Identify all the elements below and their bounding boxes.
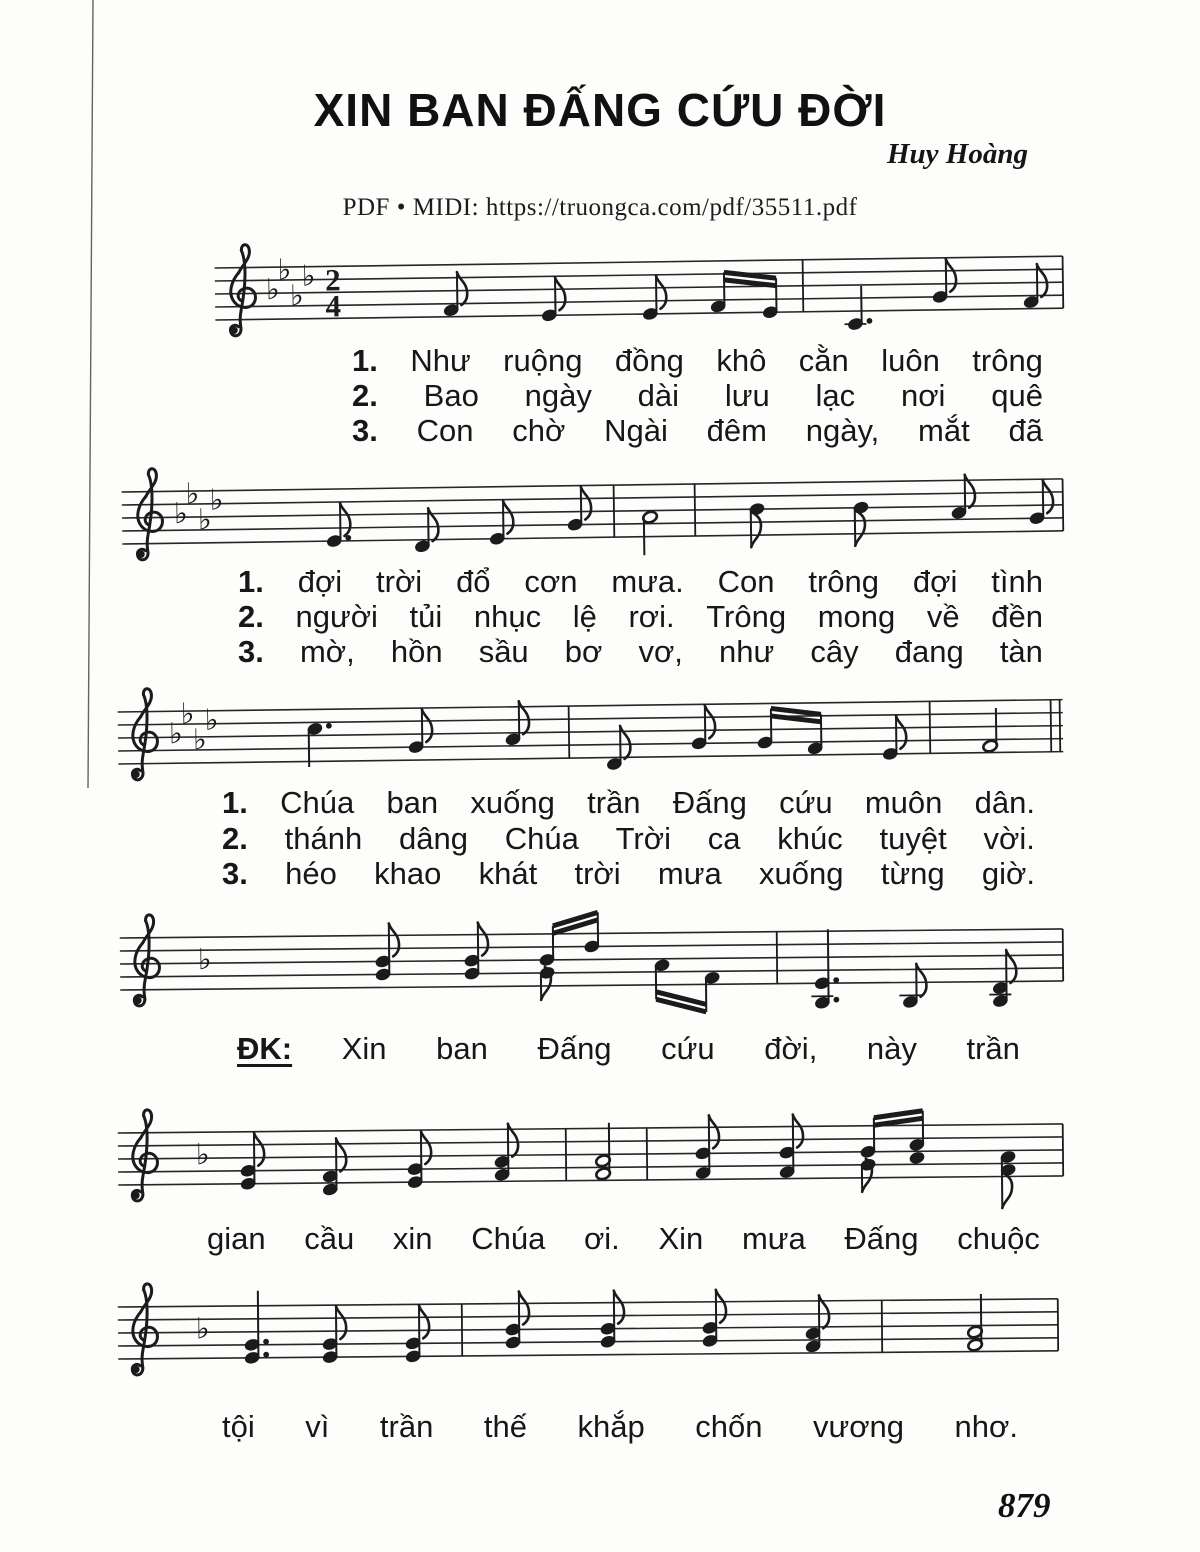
lyric-line: [222, 822, 1035, 856]
lyric-word: trần: [379, 1409, 434, 1444]
verse-number: 2.: [222, 820, 248, 856]
lyric-line: [352, 414, 1043, 448]
lyric-word: mong: [817, 599, 896, 634]
lyric-word: Chúa: [504, 820, 579, 856]
lyric-word: khắp: [577, 1409, 645, 1444]
lyric-word: vơ,: [638, 634, 683, 669]
page-title: XIN BAN ĐẤNG CỨU ĐỜI: [313, 83, 887, 136]
lyric-word: này: [866, 1031, 917, 1066]
lyric-word: khát: [478, 856, 538, 891]
page-number: 879: [998, 1486, 1051, 1525]
verse-number: 3.: [222, 856, 248, 891]
lyric-word: tuyệt: [879, 820, 947, 856]
lyric-word: đợi: [297, 564, 343, 599]
staff-3: [117, 677, 1063, 780]
lyric-word: khao: [374, 856, 442, 891]
lyric-word: Con: [416, 413, 474, 448]
author-name: Huy Hoàng: [887, 138, 1028, 170]
lyric-word: gian: [207, 1221, 266, 1256]
lyric-word: tình: [991, 564, 1043, 599]
staff-4: [120, 906, 1064, 1017]
lyric-word: chốn: [695, 1409, 763, 1444]
verse-number: 2.: [238, 599, 264, 634]
staff-5: [118, 1101, 1064, 1216]
lyric-word: mưa.: [611, 564, 684, 599]
lyric-word: giờ.: [981, 856, 1035, 891]
lyric-word: Như: [410, 343, 471, 378]
lyric-word: dân.: [974, 785, 1035, 820]
lyric-word: trần: [587, 785, 641, 820]
verse-number: 1.: [222, 785, 248, 820]
lyric-word: trời: [376, 564, 423, 599]
lyric-word: trông: [972, 343, 1043, 378]
lyric-line: [222, 786, 1035, 820]
lyric-word: vương: [812, 1409, 905, 1444]
lyric-word: tủi: [409, 599, 443, 634]
lyric-word: ban: [436, 1031, 488, 1066]
lyric-word: Trời: [615, 820, 671, 856]
lyric-word: Đấng: [672, 785, 747, 820]
lyric-word: khô: [716, 343, 767, 378]
staff-2: [121, 456, 1063, 563]
lyric-word: bơ: [564, 634, 603, 669]
lyric-line: [352, 344, 1043, 378]
verse-number: 1.: [238, 564, 264, 599]
lyric-word: trông: [808, 564, 880, 599]
lyric-word: cứu: [779, 785, 833, 820]
lyric-word: đổ: [456, 564, 491, 599]
lyric-word: lệ: [572, 599, 597, 634]
lyric-word: nơi: [900, 378, 946, 413]
lyric-word: người: [295, 599, 378, 634]
lyric-word: cằn: [798, 343, 849, 378]
lyric-word: Chúa: [280, 785, 355, 820]
lyric-word: đợi: [912, 564, 958, 599]
lyric-word: hồn: [390, 634, 443, 669]
lyric-word: cây: [810, 634, 859, 669]
lyric-word: tội: [222, 1409, 255, 1444]
lyric-word: đời,: [764, 1031, 818, 1066]
lyric-word: xin: [392, 1221, 433, 1256]
lyric-word: dâng: [399, 820, 468, 856]
lyric-word: nhục: [473, 599, 542, 634]
lyric-line: [238, 565, 1043, 599]
lyric-word: ngày: [524, 378, 592, 413]
lyric-word: lưu: [724, 378, 770, 413]
staff-1: [214, 233, 1063, 340]
lyric-word: trời: [574, 856, 621, 891]
lyric-line: [207, 1222, 1040, 1256]
lyric-word: Xin: [658, 1221, 704, 1256]
lyric-word: rơi.: [628, 599, 675, 634]
svg-text:♭: ♭: [204, 702, 219, 737]
lyric-word: ruộng: [503, 343, 583, 378]
lyric-word: vì: [305, 1409, 330, 1444]
verse-number: 3.: [352, 413, 378, 448]
lyric-word: Bao: [423, 378, 479, 413]
lyric-word: xuống: [759, 856, 844, 891]
lyric-line: [237, 1032, 1020, 1066]
svg-text:♭: ♭: [192, 722, 207, 757]
verse-number: 3.: [238, 634, 264, 669]
lyric-word: mưa: [657, 856, 722, 891]
lyric-word: Trông: [706, 599, 787, 634]
lyric-word: cơn: [524, 564, 578, 599]
refrain-label: ĐK:: [237, 1031, 293, 1066]
lyric-word: nhơ.: [954, 1409, 1018, 1444]
svg-text:♭: ♭: [195, 1137, 210, 1172]
svg-text:♭: ♭: [197, 942, 212, 977]
lyric-word: chuộc: [957, 1221, 1040, 1256]
verse-number: 1.: [352, 343, 378, 378]
svg-text:♭: ♭: [185, 476, 200, 511]
svg-text:♭: ♭: [173, 496, 188, 531]
lyric-line: [238, 600, 1043, 634]
lyric-word: ca: [707, 820, 741, 856]
lyric-word: ngày,: [805, 413, 880, 448]
svg-text:♭: ♭: [195, 1311, 210, 1346]
lyric-word: thánh: [284, 820, 363, 856]
lyric-word: cứu: [661, 1031, 715, 1066]
lyric-word: đã: [1008, 413, 1043, 448]
staff-6: [118, 1276, 1059, 1375]
lyric-word: trần: [966, 1031, 1020, 1066]
lyric-word: như: [719, 634, 775, 669]
lyric-word: Đấng: [844, 1221, 919, 1256]
svg-text:♭: ♭: [289, 278, 304, 313]
lyric-word: dài: [637, 378, 680, 413]
lyric-word: mắt: [918, 413, 970, 448]
lyric-word: khúc: [777, 820, 843, 856]
lyric-word: Đấng: [537, 1031, 612, 1066]
lyric-word: vời.: [983, 820, 1035, 856]
lyric-word: luôn: [881, 343, 940, 378]
lyric-line: [222, 1410, 1018, 1444]
lyric-word: xuống: [470, 785, 555, 820]
lyric-word: chờ: [512, 413, 566, 448]
lyric-word: Ngài: [604, 413, 668, 448]
lyric-word: thế: [483, 1409, 527, 1444]
svg-text:♭: ♭: [301, 258, 316, 293]
lyric-word: tàn: [999, 634, 1043, 669]
lyric-word: Chúa: [471, 1221, 546, 1256]
lyric-word: lạc: [815, 378, 856, 413]
lyric-line: [222, 857, 1035, 891]
svg-text:♭: ♭: [180, 696, 195, 731]
svg-text:♭: ♭: [168, 716, 183, 751]
lyric-word: đêm: [706, 413, 767, 448]
svg-text:4: 4: [325, 288, 342, 324]
lyric-word: về: [926, 599, 960, 634]
lyric-word: ban: [386, 785, 439, 820]
svg-text:♭: ♭: [197, 502, 212, 537]
lyric-word: Con: [717, 564, 775, 599]
lyric-line: [352, 379, 1043, 413]
lyric-line: [238, 635, 1043, 669]
svg-text:♭: ♭: [277, 252, 292, 287]
lyric-word: đang: [894, 634, 964, 669]
lyric-word: từng: [880, 856, 945, 891]
lyric-word: héo: [285, 856, 337, 891]
lyric-word: sầu: [478, 634, 529, 669]
lyric-word: đền: [991, 599, 1043, 634]
svg-text:♭: ♭: [265, 272, 280, 307]
lyric-word: mờ,: [299, 634, 355, 669]
lyric-word: cầu: [304, 1221, 355, 1256]
svg-text:2: 2: [324, 262, 341, 298]
lyric-word: Xin: [341, 1031, 387, 1066]
lyric-word: đồng: [614, 343, 684, 378]
lyric-word: muôn: [864, 785, 943, 820]
lyric-word: ơi.: [583, 1221, 620, 1256]
pdf-midi-link-text: PDF • MIDI: https://truongca.com/pdf/35511.pdf: [342, 194, 858, 221]
lyric-word: mưa: [741, 1221, 806, 1256]
verse-number: 2.: [352, 378, 378, 413]
lyric-word: quê: [991, 378, 1043, 413]
svg-text:♭: ♭: [209, 482, 224, 517]
